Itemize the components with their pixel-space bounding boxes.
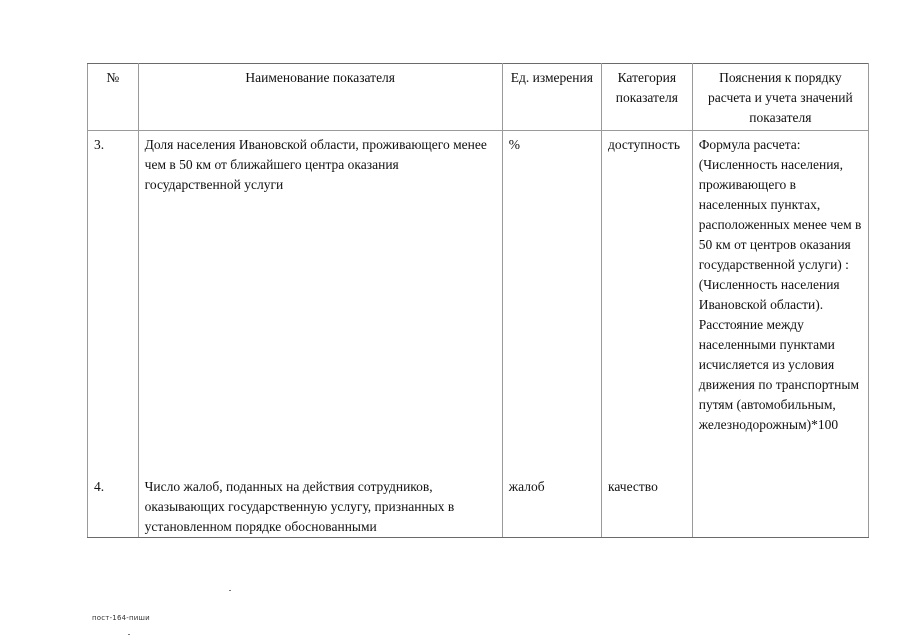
row-unit: жалоб	[502, 477, 601, 538]
row-name: Доля населения Ивановской области, проживающего менее чем в 50 км от ближайшего центра оказания государственной услуги	[138, 131, 502, 478]
table-row	[88, 131, 869, 478]
row-unit: %	[502, 131, 601, 478]
header-name: Наименование показателя	[138, 64, 502, 131]
table-header-row	[88, 64, 869, 131]
table-row	[88, 477, 869, 538]
scan-speck	[229, 590, 231, 591]
row-name: Число жалоб, поданных на действия сотрудников, оказывающих государственную услугу, признанных в установленном порядке обоснованными	[138, 477, 502, 538]
row-number: 4.	[88, 477, 139, 538]
header-explanation: Пояснения к порядку расчета и учета значений показателя	[692, 64, 868, 131]
header-unit: Ед. измерения	[502, 64, 601, 131]
indicators-table	[87, 63, 869, 538]
header-category: Категория показателя	[601, 64, 692, 131]
row-category: качество	[601, 477, 692, 538]
row-number: 3.	[88, 131, 139, 478]
row-category: доступность	[601, 131, 692, 478]
file-mark: пост-164-пиши	[92, 614, 150, 622]
row-explanation: Формула расчета: (Численность населения, проживающего в населенных пунктах, расположенных менее чем в 50 км от центров оказания государственной услуги) : (Численность населения Ивановской области). Расстояние между населенными пунктами исчисляется из условия движения по транспортным путям (автомобильным, железнодорожным)*100	[692, 131, 868, 478]
header-number: №	[88, 64, 139, 131]
row-explanation	[692, 477, 868, 538]
scan-speck	[128, 634, 130, 635]
